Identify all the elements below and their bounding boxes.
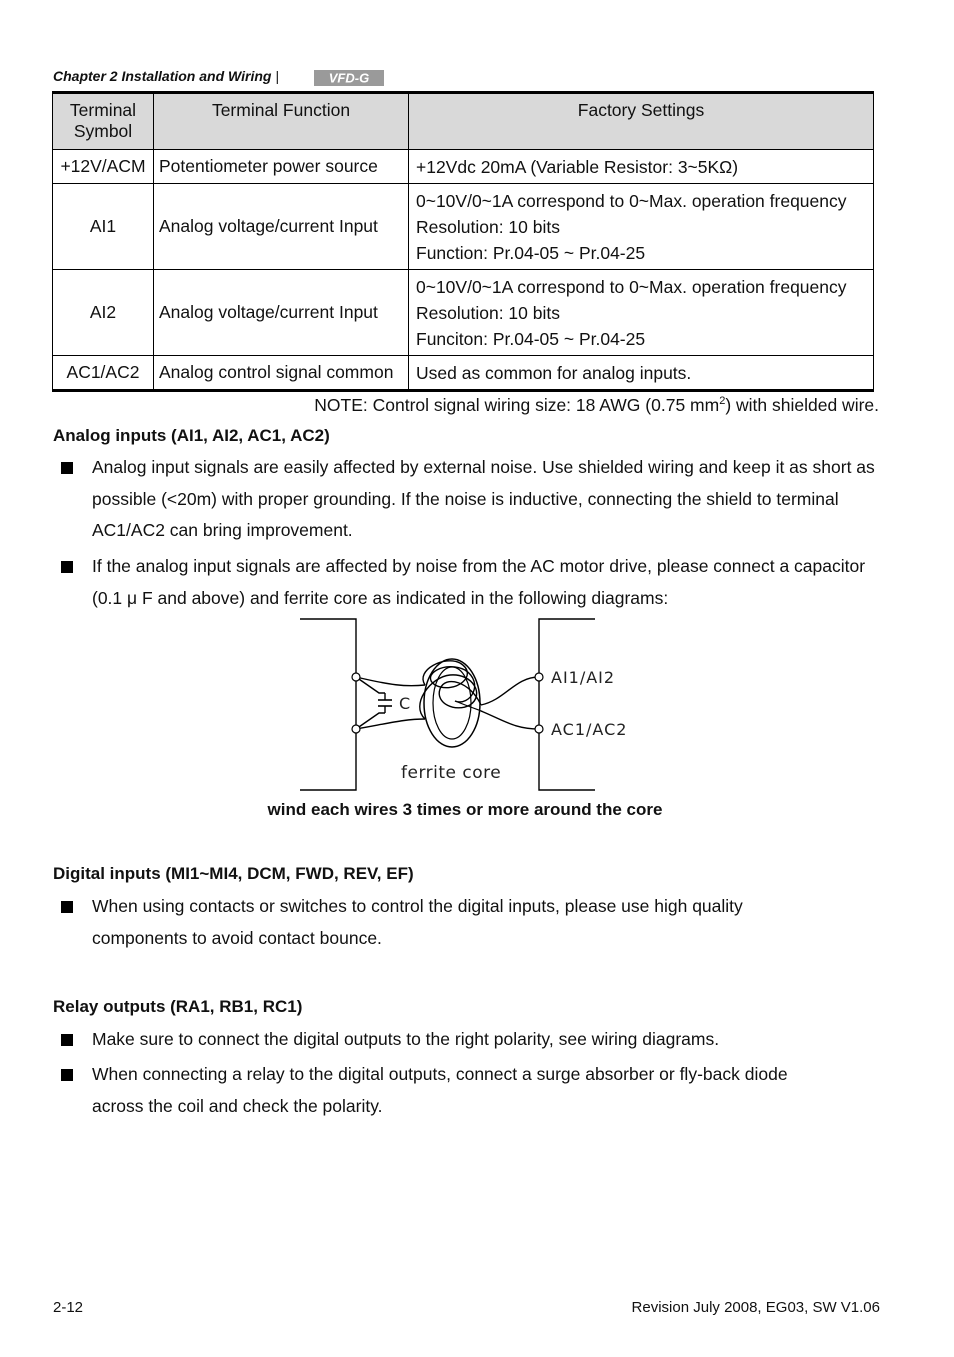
capacitor-label: C (399, 694, 411, 713)
left-device-outline (300, 619, 356, 790)
wiring-note (314, 395, 879, 416)
bullet-text: When using contacts or switches to control the digital inputs, please use high quality components to avoid contact bounce. (92, 896, 743, 948)
bullet-item (61, 1059, 881, 1122)
terminal-function: Analog control signal common (154, 356, 409, 391)
terminal-function: Analog voltage/current Input (154, 270, 409, 356)
page-number: 2-12 (53, 1299, 84, 1316)
note-prefix: NOTE: Control signal wiring size: 18 AWG (0.75 mm (314, 395, 720, 415)
factory-setting (409, 184, 874, 270)
ferrite-core-diagram (295, 615, 655, 795)
terminal-dot-left-bottom (352, 725, 360, 733)
bullet-item (61, 452, 881, 547)
setting-line: Used as common for analog inputs. (416, 362, 692, 383)
terminal-label-bottom: AC1/AC2 (551, 720, 628, 739)
square-bullet-icon (61, 462, 73, 474)
analog-inputs-heading: Analog inputs (AI1, AI2, AC1, AC2) (53, 426, 330, 445)
header-terminal-function: Terminal Function (154, 93, 409, 150)
factory-setting (409, 356, 874, 391)
terminal-dot-right-top (535, 673, 543, 681)
square-bullet-icon (61, 1034, 73, 1046)
square-bullet-icon (61, 561, 73, 573)
bullet-text: If the analog input signals are affected by noise from the AC motor drive, please connect a capacitor (0.1 μ F and above) and ferrite core as indicated in the following diagrams: (92, 556, 866, 608)
right-device-outline (539, 619, 595, 790)
bullet-item (61, 891, 881, 954)
note-suffix: ) with shielded wire. (725, 395, 879, 415)
table-row (53, 356, 874, 391)
square-bullet-icon (61, 1069, 73, 1081)
terminal-symbol: AI2 (53, 270, 154, 356)
terminal-label-top: AI1/AI2 (551, 668, 616, 687)
logo-text: VFD-G (328, 70, 370, 86)
terminal-symbol: +12V/ACM (53, 150, 154, 184)
table-row (53, 184, 874, 270)
note-superscript: 2 (719, 395, 726, 408)
terminal-symbol: AI1 (53, 184, 154, 270)
chapter-header (53, 68, 279, 84)
factory-setting (409, 270, 874, 356)
terminal-function: Potentiometer power source (154, 150, 409, 184)
header-factory-settings: Factory Settings (409, 93, 874, 150)
table-row (53, 150, 874, 184)
vfd-g-logo (314, 70, 384, 86)
bullet-text: Analog input signals are easily affected by external noise. Use shielded wiring and keep it as short as possible (<20m) with proper grounding. If the noise is inductive, connecting the shield to terminal AC1/AC2 can bring improvement. (92, 457, 875, 540)
diagram-caption: wind each wires 3 times or more around the core (267, 800, 663, 819)
setting-line: 0~10V/0~1A correspond to 0~Max. operation frequency (416, 276, 847, 297)
digital-inputs-heading: Digital inputs (MI1~MI4, DCM, FWD, REV, EF) (53, 864, 414, 883)
setting-line: 0~10V/0~1A correspond to 0~Max. operation frequency (416, 190, 847, 211)
revision-info: Revision July 2008, EG03, SW V1.06 (631, 1299, 880, 1316)
chapter-title: Chapter 2 Installation and Wiring (53, 68, 272, 84)
header-terminal-symbol: Terminal Symbol (53, 93, 154, 150)
terminal-dot-right-bottom (535, 725, 543, 733)
terminal-symbol: AC1/AC2 (53, 356, 154, 391)
relay-outputs-heading: Relay outputs (RA1, RB1, RC1) (53, 997, 303, 1016)
factory-setting (409, 150, 874, 184)
square-bullet-icon (61, 901, 73, 913)
terminal-table (52, 91, 874, 392)
terminal-function: Analog voltage/current Input (154, 184, 409, 270)
table-header-row (53, 93, 874, 150)
bullet-item (61, 1024, 881, 1056)
header-separator: | (275, 68, 280, 84)
bullet-text: When connecting a relay to the digital outputs, connect a surge absorber or fly-back diode across the coil and check the polarity. (92, 1064, 788, 1116)
table-row (53, 270, 874, 356)
bullet-text: Make sure to connect the digital outputs to the right polarity, see wiring diagrams. (92, 1029, 720, 1049)
setting-line: Resolution: 10 bits (416, 302, 560, 323)
setting-line: Funciton: Pr.04-05 ~ Pr.04-25 (416, 328, 646, 349)
setting-line: Function: Pr.04-05 ~ Pr.04-25 (416, 242, 646, 263)
terminal-dot-left-top (352, 673, 360, 681)
setting-line: +12Vdc 20mA (Variable Resistor: 3~5KΩ) (416, 156, 739, 177)
bullet-item (61, 551, 881, 614)
ferrite-core-label: ferrite core (401, 763, 502, 783)
setting-line: Resolution: 10 bits (416, 216, 560, 237)
